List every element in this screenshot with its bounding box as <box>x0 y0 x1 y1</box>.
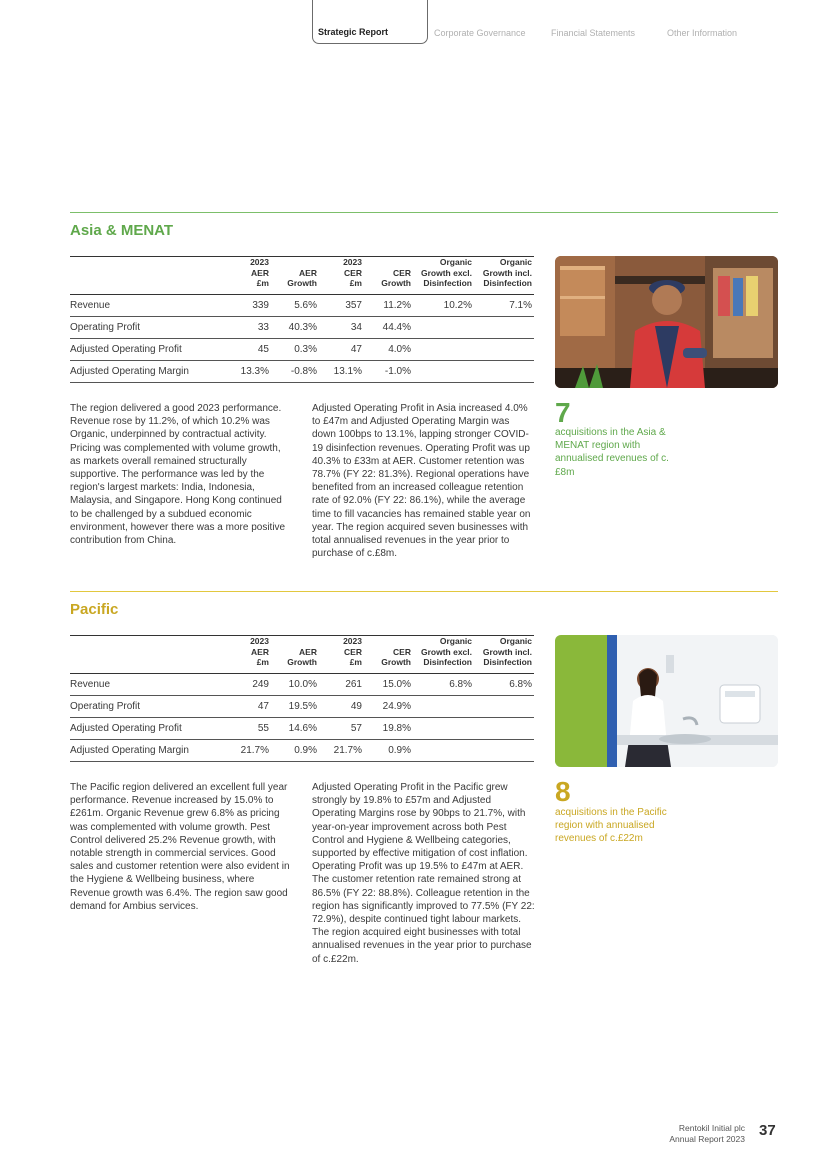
table-cell: -0.8% <box>290 365 317 377</box>
pacific-handwashing-photo <box>555 635 778 767</box>
header-blank <box>70 257 212 295</box>
row-label: Revenue <box>70 678 111 690</box>
table-cell <box>411 338 472 360</box>
table-cell: 6.8% <box>449 678 472 690</box>
column-header: Organic Growth excl. Disinfection <box>420 257 472 288</box>
table-cell <box>472 717 534 739</box>
footer-company: Rentokil Initial plc <box>678 1123 745 1133</box>
table-cell: 6.8% <box>509 678 532 690</box>
table-cell: 49 <box>350 700 362 712</box>
table-cell: 13.1% <box>333 365 362 377</box>
row-label: Adjusted Operating Margin <box>70 365 189 377</box>
header-blank <box>70 636 212 674</box>
pacific-acquisitions-count: 8 <box>555 776 571 807</box>
nav-item-financial-statements[interactable]: Financial Statements <box>551 28 636 38</box>
asia-acquisitions-count: 7 <box>555 397 571 428</box>
table-cell: 33 <box>257 321 269 333</box>
table-header-row <box>70 636 534 674</box>
table-row <box>70 360 534 382</box>
column-header: 2023 AER £m <box>250 636 269 667</box>
pacific-paragraph-1: The Pacific region delivered an excellent full year performance. Revenue increased by 15.0% to £261m. Organic Revenue grew 6.8% as pricing was complemented with volume growth. Pest Control delivered 25.2% Revenue growth, with notable strength in commercial services. Good sales and customer retention were also evident in the Hygiene & Wellbeing business, where Revenue growth was 6.4%. The region saw good demand for Ambius services. <box>70 782 290 912</box>
asia-results-table <box>70 256 534 383</box>
table-cell: 40.3% <box>288 321 317 333</box>
table-cell: 57 <box>350 722 362 734</box>
table-row <box>70 316 534 338</box>
table-cell <box>472 316 534 338</box>
table-cell <box>411 739 472 761</box>
table-cell: 13.3% <box>240 365 269 377</box>
table-cell <box>472 360 534 382</box>
table-cell: -1.0% <box>384 365 411 377</box>
asia-acquisitions-text: acquisitions in the Asia & MENAT region with annualised revenues of c.£8m <box>555 427 669 478</box>
table-cell: 5.6% <box>294 299 317 311</box>
table-cell <box>411 717 472 739</box>
pacific-acquisitions-text: acquisitions in the Pacific region with annualised revenues of c.£22m <box>555 807 667 845</box>
asia-section-title: Asia & MENAT <box>70 222 174 239</box>
column-header: Organic Growth incl. Disinfection <box>482 257 532 288</box>
table-row <box>70 695 534 717</box>
table-cell: 0.9% <box>388 744 411 756</box>
pacific-section-title: Pacific <box>70 601 119 618</box>
pacific-section-rule <box>70 591 778 592</box>
column-header: 2023 CER £m <box>343 257 362 288</box>
column-header: AER Growth <box>287 267 317 288</box>
table-cell: 44.4% <box>382 321 411 333</box>
column-header: 2023 CER £m <box>343 636 362 667</box>
table-cell: 0.9% <box>294 744 317 756</box>
asia-paragraph-1: The region delivered a good 2023 performance. Revenue rose by 11.2%, of which 10.2% was Organic, underpinned by contractual activity. Pricing was complemented with volume growth, as markets overall remained structurally supportive. The performance was led by the region's largest markets: India, Indonesia, Malaysia, and Singapore. Hong Kong continued to be challenged by a subdued economic environment, however there was a more positive contribution from China. <box>70 403 286 547</box>
nav-tab-strategic-report[interactable] <box>312 0 428 44</box>
pacific-results-table <box>70 635 534 762</box>
row-label: Operating Profit <box>70 321 141 333</box>
table-cell: 21.7% <box>333 744 362 756</box>
table-cell: 11.2% <box>383 299 411 311</box>
table-cell: 7.1% <box>509 299 532 311</box>
row-label: Adjusted Operating Profit <box>70 722 182 734</box>
table-cell: 4.0% <box>388 343 411 355</box>
column-header: 2023 AER £m <box>250 257 269 288</box>
table-cell <box>472 695 534 717</box>
column-header: Organic Growth excl. Disinfection <box>420 636 472 667</box>
table-cell <box>411 695 472 717</box>
table-cell: 47 <box>350 343 362 355</box>
pacific-paragraph-2: Adjusted Operating Profit in the Pacific grew strongly by 19.8% to £57m and Adjusted Operating Margins rose by 90bps to 21.7%, with year-on-year improvement across both Pest Control and Hygiene & Wellbeing categories, supported by effective mitigation of cost inflation. Operating Profit was up 19.5% to £47m at AER. The customer retention rate remained strong at 86.5% (FY 22: 88.8%). Colleague retention in the region has significantly improved to 77.5% (FY 22: 72.9%), despite continued tight labour markets. The region acquired eight businesses with total annualised revenues in the year prior to purchase of c.£22m. <box>312 782 535 965</box>
column-header: AER Growth <box>287 646 317 667</box>
asia-technician-photo <box>555 256 778 388</box>
table-cell: 55 <box>257 722 269 734</box>
footer-report-name <box>669 1123 745 1144</box>
column-header: CER Growth <box>381 267 411 288</box>
table-cell: 357 <box>345 299 362 311</box>
row-label: Adjusted Operating Margin <box>70 744 189 756</box>
table-cell: 15.0% <box>382 678 411 690</box>
asia-paragraph-2: Adjusted Operating Profit in Asia increased 4.0% to £47m and Adjusted Operating Margin was down 100bps to 13.1%, lapping stronger COVID-19 disinfection revenues. Operating Profit was up 40.3% to £33m at AER. Customer retention was 78.7% (FY 22: 81.3%). Regional operations have benefited from an increased colleague retention rate of 92.0% (FY 22: 86.1%), while the average time to fill vacancies has remained stable year on year. The region acquired seven businesses with total annualised revenues in the year prior to purchase of c.£8m. <box>312 403 531 560</box>
table-row <box>70 294 534 316</box>
table-row <box>70 338 534 360</box>
table-cell: 47 <box>257 700 269 712</box>
table-header-row <box>70 257 534 295</box>
table-cell: 10.0% <box>288 678 317 690</box>
table-cell <box>411 316 472 338</box>
column-header: Organic Growth incl. Disinfection <box>482 636 532 667</box>
table-cell: 339 <box>252 299 269 311</box>
footer-report: Annual Report 2023 <box>669 1133 745 1144</box>
table-cell: 261 <box>345 678 362 690</box>
asia-section-rule <box>70 212 778 213</box>
row-label: Operating Profit <box>70 700 141 712</box>
table-cell: 45 <box>257 343 269 355</box>
table-cell: 19.8% <box>382 722 411 734</box>
table-cell: 14.6% <box>288 722 317 734</box>
table-row <box>70 739 534 761</box>
column-header: CER Growth <box>381 646 411 667</box>
table-cell: 0.3% <box>294 343 317 355</box>
table-cell: 34 <box>350 321 362 333</box>
page-number: 37 <box>759 1122 776 1139</box>
row-label: Adjusted Operating Profit <box>70 343 182 355</box>
table-cell: 24.9% <box>382 700 411 712</box>
nav-item-other-information[interactable]: Other Information <box>667 28 738 38</box>
row-label: Revenue <box>70 299 111 311</box>
table-cell <box>472 338 534 360</box>
table-cell: 19.5% <box>288 700 317 712</box>
table-cell: 21.7% <box>240 744 269 756</box>
table-row <box>70 717 534 739</box>
table-cell <box>472 739 534 761</box>
table-cell <box>411 360 472 382</box>
table-cell: 249 <box>252 678 269 690</box>
nav-item-corporate-governance[interactable]: Corporate Governance <box>434 28 526 38</box>
table-row <box>70 673 534 695</box>
table-cell: 10.2% <box>443 299 472 311</box>
nav-tab-label: Strategic Report <box>318 27 389 37</box>
